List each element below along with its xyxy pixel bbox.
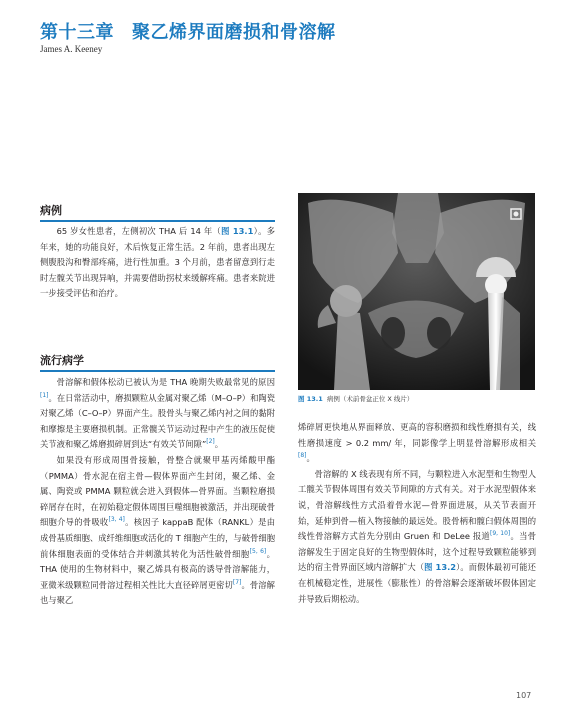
text-run: 。	[214, 439, 224, 450]
case-paragraph	[40, 224, 275, 302]
text-run: 。	[306, 453, 315, 464]
text-run: 骨溶解和假体松动已被认为是 THA 晚期失败最常见的原因	[56, 377, 275, 387]
chapter-title	[40, 18, 336, 44]
text-run: 。骨溶解也与聚乙	[40, 579, 275, 606]
reference-link[interactable]: [2]	[206, 438, 215, 446]
reference-link[interactable]: [3, 4]	[108, 516, 125, 524]
section-heading-epidemiology: 流行病学	[40, 352, 275, 372]
reference-link[interactable]: [9, 10]	[490, 530, 511, 538]
epidemiology-paragraph	[40, 453, 275, 609]
figure-link[interactable]: 图 13.2	[424, 562, 457, 573]
text-run: 65 岁女性患者，左侧初次 THA 后 14 年（	[56, 226, 222, 236]
chapter-name: 聚乙烯界面磨损和骨溶解	[132, 22, 336, 43]
figure-label: 图 13.1	[298, 395, 323, 403]
pelvis-xray-image	[298, 193, 535, 390]
epidemiology-paragraph	[40, 375, 275, 453]
text-run: 。当骨溶解发生于固定良好的生物型假体时，这个过程导致颗粒能够到达的宿主骨界面区域内溶解扩大（	[298, 531, 536, 573]
epidemiology-body-left	[40, 375, 275, 609]
figure-link[interactable]: 图 13.1	[221, 226, 254, 236]
text-run: 。在日常活动中，磨损颗粒从金属对聚乙烯（M–O–P）和陶瓷对聚乙烯（C–O–P）界面产生。股骨头与聚乙烯内衬之间的黏附和摩擦是主要磨损机制。正常髋关节运动过程中产生的液压促使关节液和聚乙烯磨损碎屑到达“有效关节间隙”	[40, 392, 275, 450]
epidemiology-paragraph	[298, 420, 536, 467]
figure-caption	[298, 394, 413, 403]
text-run: 。THA 使用的生物材料中，聚乙烯具有极高的诱导骨溶解能力，亚微米级颗粒同骨溶过程相关性比大直径碎屑更密切	[40, 548, 275, 590]
section-heading-case: 病例	[40, 202, 275, 222]
reference-link[interactable]: [5, 6]	[249, 547, 267, 555]
text-run: 骨溶解的 X 线表现有所不同，与颗粒进入水泥型和生物型人工髋关节假体周围有效关节间隙的方式有关。对于水泥型假体来说，骨溶解线性方式沿着骨水泥—骨界面进展，从关节表面开始，延伸到骨—植入物接触的最远处。股骨柄和髋臼假体周围的线性骨溶解方式首先分别由 Gruen 和 DeLee 报道	[298, 468, 536, 542]
text-run: 。核因子 kappaB 配体（RANKL）是由成骨基质细胞、成纤维细胞或活化的 T 细胞产生的，与破骨细胞前体细胞表面的受体结合并刺激其转化为活性破骨细胞	[40, 517, 275, 559]
author: James A. Keeney	[40, 44, 103, 54]
epidemiology-paragraph	[298, 467, 536, 607]
figure-caption-text: 病例（术前骨盆正位 X 线片）	[326, 395, 414, 403]
chapter-number: 第十三章	[40, 22, 114, 43]
reference-link[interactable]: [7]	[232, 578, 242, 586]
xray-drawing	[298, 193, 535, 390]
epidemiology-body-right	[298, 420, 536, 607]
text-run: 烯碎屑更快地从界面释放、更高的容积磨损和线性磨损有关，线性磨损速度 > 0.2 mm/ 年，同影像学上明显骨溶解形成相关	[298, 422, 536, 448]
page-number: 107	[516, 691, 532, 700]
text-run: ）。而假体最初可能还在机械稳定性，进展性（膨胀性）的骨溶解会逐渐破坏假体固定并导致后期松动。	[298, 562, 536, 604]
reference-link[interactable]: [8]	[298, 452, 307, 460]
reference-link[interactable]: [1]	[40, 391, 49, 399]
text-run: ）。多年来，她的功能良好，术后恢复正常生活。2 年前，患者出现左侧腹股沟和臀部疼痛，进行性加重。3 个月前，患者留意到行走时左髋关节出现异响，并需要借助拐杖来缓解疼痛。患者来院进一步接受评估和治疗。	[40, 226, 275, 299]
case-body	[40, 224, 275, 302]
text-run: 如果没有形成周围骨接触，骨整合就聚甲基丙烯酸甲酯（PMMA）骨水泥在宿主骨—假体界面产生封闭，聚乙烯、金属、陶瓷或 PMMA 颗粒就会进入到假体—骨界面。当颗粒磨损碎屑存在时，在初始稳定假体周围巨噬细胞被激活，并出现破骨细胞介导的骨吸收	[40, 454, 275, 528]
